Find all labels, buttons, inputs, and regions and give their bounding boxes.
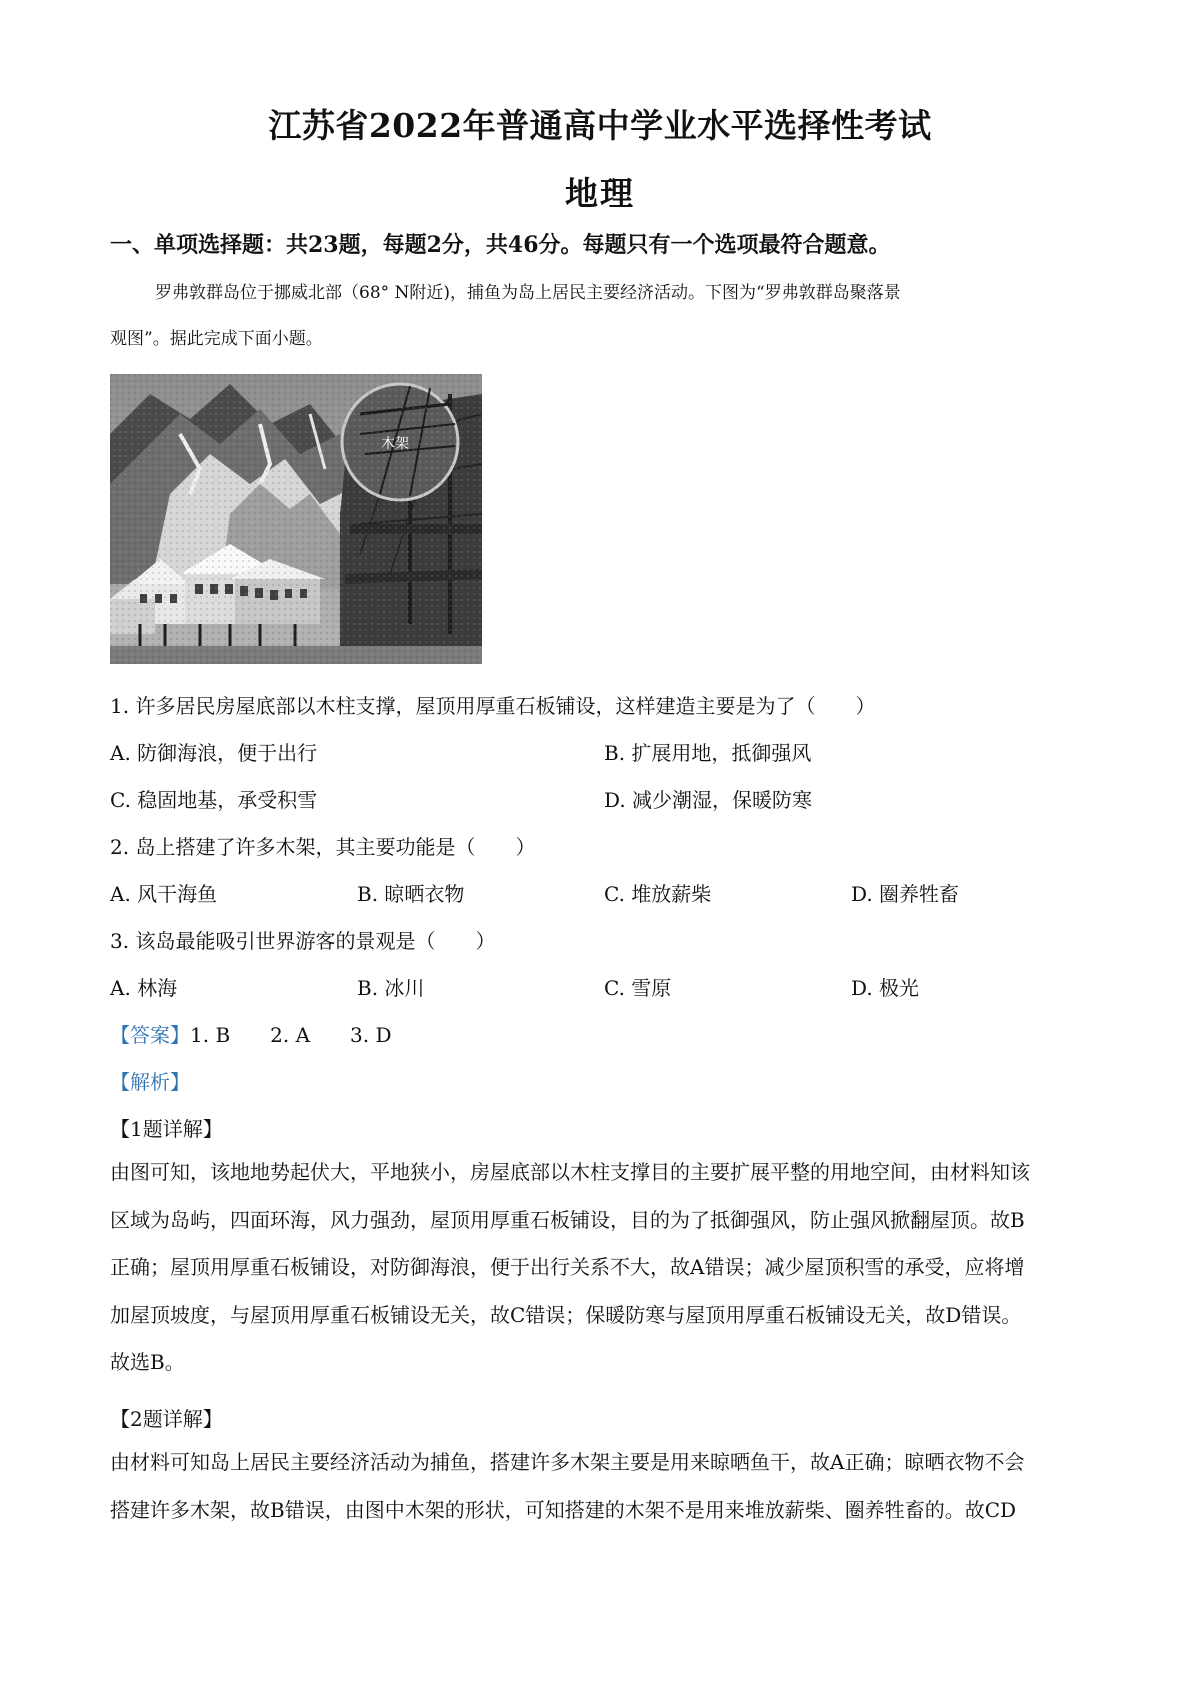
settlement-landscape-photo — [110, 374, 482, 664]
analysis-tag: 【解析】 — [110, 1070, 190, 1094]
detail-1-line: 故选B。 — [110, 1350, 185, 1374]
detail-1-paragraph — [110, 1149, 1102, 1387]
question-3-option-c: C. 雪原 — [604, 976, 672, 1000]
detail-2-line: 由材料可知岛上居民主要经济活动为捕鱼，搭建许多木架主要是用来晾晒鱼干，故A正确；晾晒衣物不会 — [110, 1450, 1025, 1474]
detail-1-heading: 【1题详解】 — [110, 1117, 223, 1141]
question-3-option-b: B. 冰川 — [357, 976, 425, 1000]
detail-1-line: 加屋顶坡度，与屋顶用厚重石板铺设无关，故C错误；保暖防寒与屋顶用厚重石板铺设无关，故D错误。 — [110, 1302, 1022, 1327]
question-2-stem: 2. 岛上搭建了许多木架，其主要功能是（ ） — [110, 835, 536, 859]
question-2-option-b: B. 晾晒衣物 — [357, 882, 465, 906]
question-2-option-a: A. 风干海鱼 — [110, 882, 218, 906]
detail-2-line: 搭建许多木架，故B错误，由图中木架的形状，可知搭建的木架不是用来堆放薪柴、圈养牲畜的。故CD — [110, 1497, 1017, 1522]
intro-text — [110, 270, 1100, 362]
question-3-option-d: D. 极光 — [851, 976, 920, 1000]
question-1-stem: 1. 许多居民房屋底部以木柱支撑，屋顶用厚重石板铺设，这样建造主要是为了（ ） — [110, 694, 876, 718]
detail-1-line: 区域为岛屿，四面环海，风力强劲，屋顶用厚重石板铺设，目的为了抵御强风，防止强风掀翻屋顶。故B — [110, 1207, 1025, 1232]
detail-1-line: 由图可知，该地地势起伏大，平地狭小，房屋底部以木柱支撑目的主要扩展平整的用地空间，由材料知该 — [110, 1160, 1030, 1184]
question-3-stem: 3. 该岛最能吸引世界游客的景观是（ ） — [110, 929, 496, 953]
answer-line — [110, 1019, 392, 1048]
detail-2-paragraph — [110, 1439, 1102, 1534]
exam-title: 江苏省2022年普通高中学业水平选择性考试 — [268, 106, 932, 145]
question-2-option-c: C. 堆放薪柴 — [604, 882, 712, 906]
question-1-option-a: A. 防御海浪，便于出行 — [110, 741, 318, 765]
question-1-option-b: B. 扩展用地，抵御强风 — [604, 741, 812, 765]
question-1-option-c: C. 稳固地基，承受积雪 — [110, 788, 318, 812]
intro-line-1: 罗弗敦群岛位于挪威北部（68° N附近)，捕鱼为岛上居民主要经济活动。下图为“罗弗敦群岛聚落景 — [155, 283, 901, 303]
landscape-illustration — [110, 374, 482, 664]
subject-title: 地理 — [565, 174, 635, 213]
answer-tag: 【答案】 — [110, 1023, 190, 1047]
intro-line-2: 观图”。据此完成下面小题。 — [110, 329, 323, 349]
wooden-rack-label: 木架 — [381, 435, 409, 451]
question-2-option-d: D. 圈养牲畜 — [851, 882, 960, 906]
answer-text: 1. B 2. A 3. D — [190, 1023, 392, 1047]
question-1-option-d: D. 减少潮湿，保暖防寒 — [604, 788, 813, 812]
question-3-option-a: A. 林海 — [110, 976, 178, 1000]
section-heading: 一、单项选择题：共23题，每题2分，共46分。每题只有一个选项最符合题意。 — [110, 232, 891, 258]
detail-2-heading: 【2题详解】 — [110, 1407, 223, 1431]
detail-1-line: 正确；屋顶用厚重石板铺设，对防御海浪，便于出行关系不大，故A错误；减少屋顶积雪的承受，应将增 — [110, 1255, 1025, 1279]
